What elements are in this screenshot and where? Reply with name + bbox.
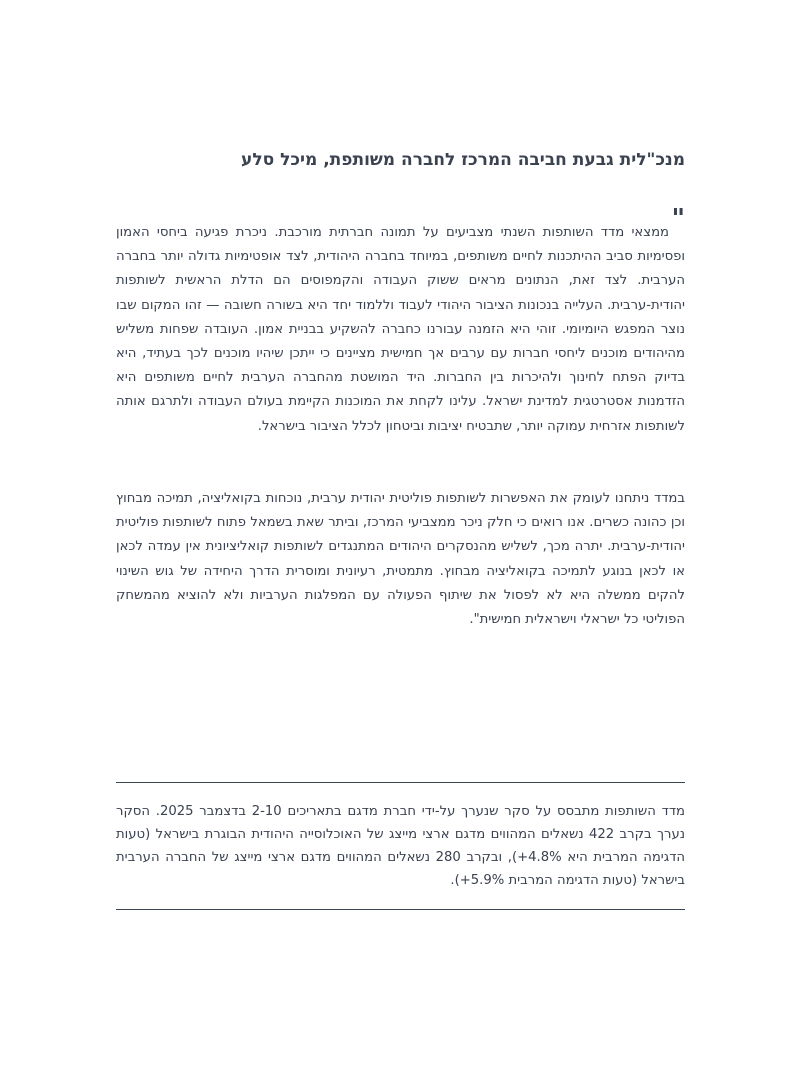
footnote-top-divider <box>116 782 685 783</box>
article-page <box>116 0 685 1067</box>
footnote-bottom-divider <box>116 909 685 910</box>
opening-quote-mark: " <box>671 204 685 234</box>
article-title: מנכ"לית גבעת חביבה המרכז לחברה משותפת, מיכל סלע <box>241 150 685 170</box>
quote-paragraph-2: במדד ניתחנו לעומק את האפשרות לשותפות פוליטית יהודית ערבית, נוכחות בקואליציה, תמיכה מבחוץ וכן כהונה כשרים. אנו רואים כי חלק ניכר ממצביעי המרכז, וביתר שאת בשמאל פתוח לשותפות פוליטית יהודית-ערבית. יתרה מכך, לשליש מהנסקרים היהודים המתנגדים לשותפות קואליציונית אין עמדה לכאן או לכאן בנוגע לתמיכה בקואליציה מבחוץ. מתמטית, רעיונית ומוסרית הדרך היחידה של גוש השינוי להקים ממשלה היא לא לפסול את שיתוף הפעולה עם המפלגות הערביות ולא להוציא מהמשחק הפוליטי כל ישראלי וישראלית חמישית". <box>116 491 685 628</box>
methodology-footnote: מדד השותפות מתבסס על סקר שנערך על-ידי חברת מדגם בתאריכים 2-10 בדצמבר 2025. הסקר נערך בקרב 422 נשאלים המהווים מדגם ארצי מייצג של האוכלוסייה היהודית הבוגרת בישראל (טעות הדגימה המרבית היא 4.8%+), ובקרב 280 נשאלים המהווים מדגם ארצי מייצג של החברה הערבית בישראל (טעות הדגימה המרבית 5.9%+). <box>116 804 686 888</box>
quote-paragraph-1: ממצאי מדד השותפות השנתי מצביעים על תמונה חברתית מורכבת. ניכרת פגיעה ביחסי האמון ופסימיות סביב ההיתכנות לחיים משותפים, במיוחד בחברה היהודית, לצד אופטימיות גדולה יותר בחברה הערבית. לצד זאת, הנתונים מראים ששוק העבודה והקמפוסים הם הדלת הראשית לשותפות יהודית-ערבית. העלייה בנכונות הציבור היהודי לעבוד וללמוד יחד היא בשורה חשובה — זהו המקום שבו נוצר המפגש היומיומי. זוהי היא הזמנה עבורנו כחברה להשקיע בבניית אמון. העובדה שפחות משליש מהיהודים מוכנים ליחסי חברות עם ערבים אך חמישית מציינים כי ייתכן שיהיו מוכנים לכך בעתיד, היא בדיוק הפתח לחינוך ולהיכרות בין החברות. היד המושטת מהחברה הערבית לחיים משותפים היא הזדמנות אסטרטגית למדינת ישראל. עלינו לקחת את המוכנות הקיימת בעולם העבודה ולתרגם אותה לשותפות אזרחית עמוקה יותר, שתבטיח יציבות וביטחון לכלל הציבור בישראל. <box>116 225 685 434</box>
